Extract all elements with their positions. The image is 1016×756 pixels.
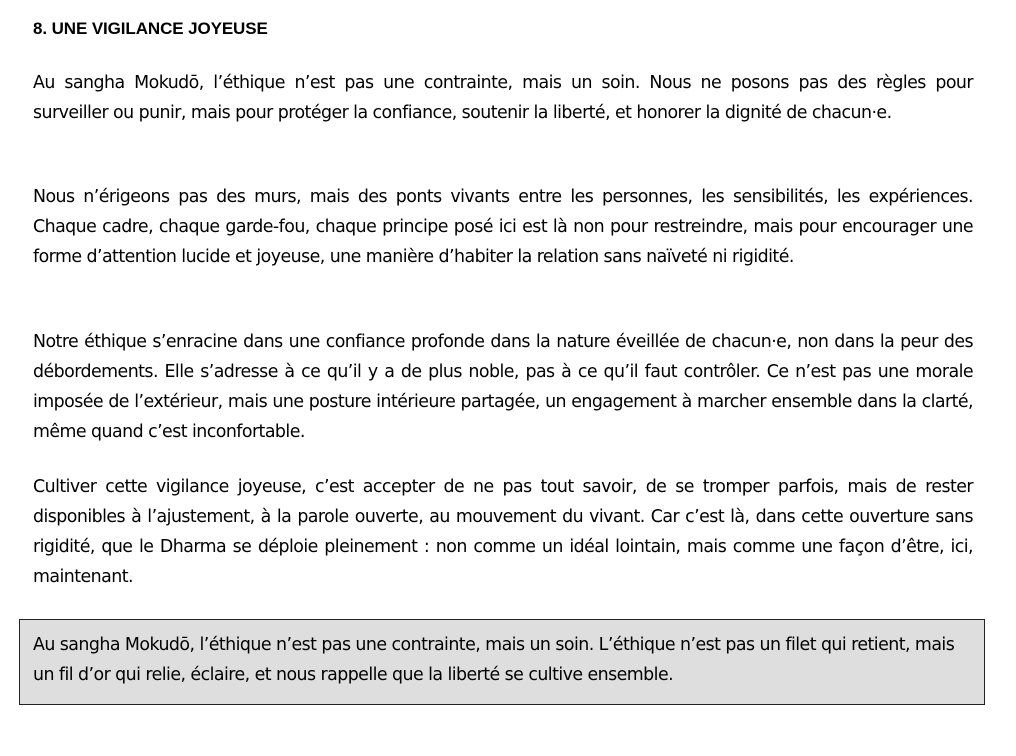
paragraph-4: Cultiver cette vigilance joyeuse, c’est accepter de ne pas tout savoir, de se tromper parfois, mais de rester disponibles à l’ajustement, à la parole ouverte, au mouvement du vivant. Car c’est là, dans cette ouverture sans rigidité, que le Dharma se déploie pleinement : non comme un idéal lointain, mais comme une façon d’être, ici, maintenant. — [33, 477, 973, 587]
callout-text: Au sangha Mokudō, l’éthique n’est pas une contrainte, mais un soin. L’éthique n’est pas un filet qui retient, mais un fil d’or qui relie, éclaire, et nous rappelle que la liberté se cultive ensemble. — [33, 635, 955, 685]
section-title: 8. UNE VIGILANCE JOYEUSE — [33, 19, 268, 38]
callout-box — [19, 619, 985, 705]
paragraph-2: Nous n’érigeons pas des murs, mais des ponts vivants entre les personnes, les sensibilités, les expériences. Chaque cadre, chaque garde-fou, chaque principe posé ici est là non pour restreindre, mais pour encourager une forme d’attention lucide et joyeuse, une manière d’habiter la relation sans naïveté ni rigidité. — [33, 187, 973, 267]
paragraph-3: Notre éthique s’enracine dans une confiance profonde dans la nature éveillée de chacun·e, non dans la peur des débordements. Elle s’adresse à ce qu’il y a de plus noble, pas à ce qu’il faut contrôler. Ce n’est pas une morale imposée de l’extérieur, mais une posture intérieure partagée, un engagement à marcher ensemble dans la clarté, même quand c’est inconfortable. — [33, 332, 973, 442]
paragraph-1: Au sangha Mokudō, l’éthique n’est pas une contrainte, mais un soin. Nous ne posons pas des règles pour surveiller ou punir, mais pour protéger la confiance, soutenir la liberté, et honorer la dignité de chacun·e. — [33, 73, 973, 123]
